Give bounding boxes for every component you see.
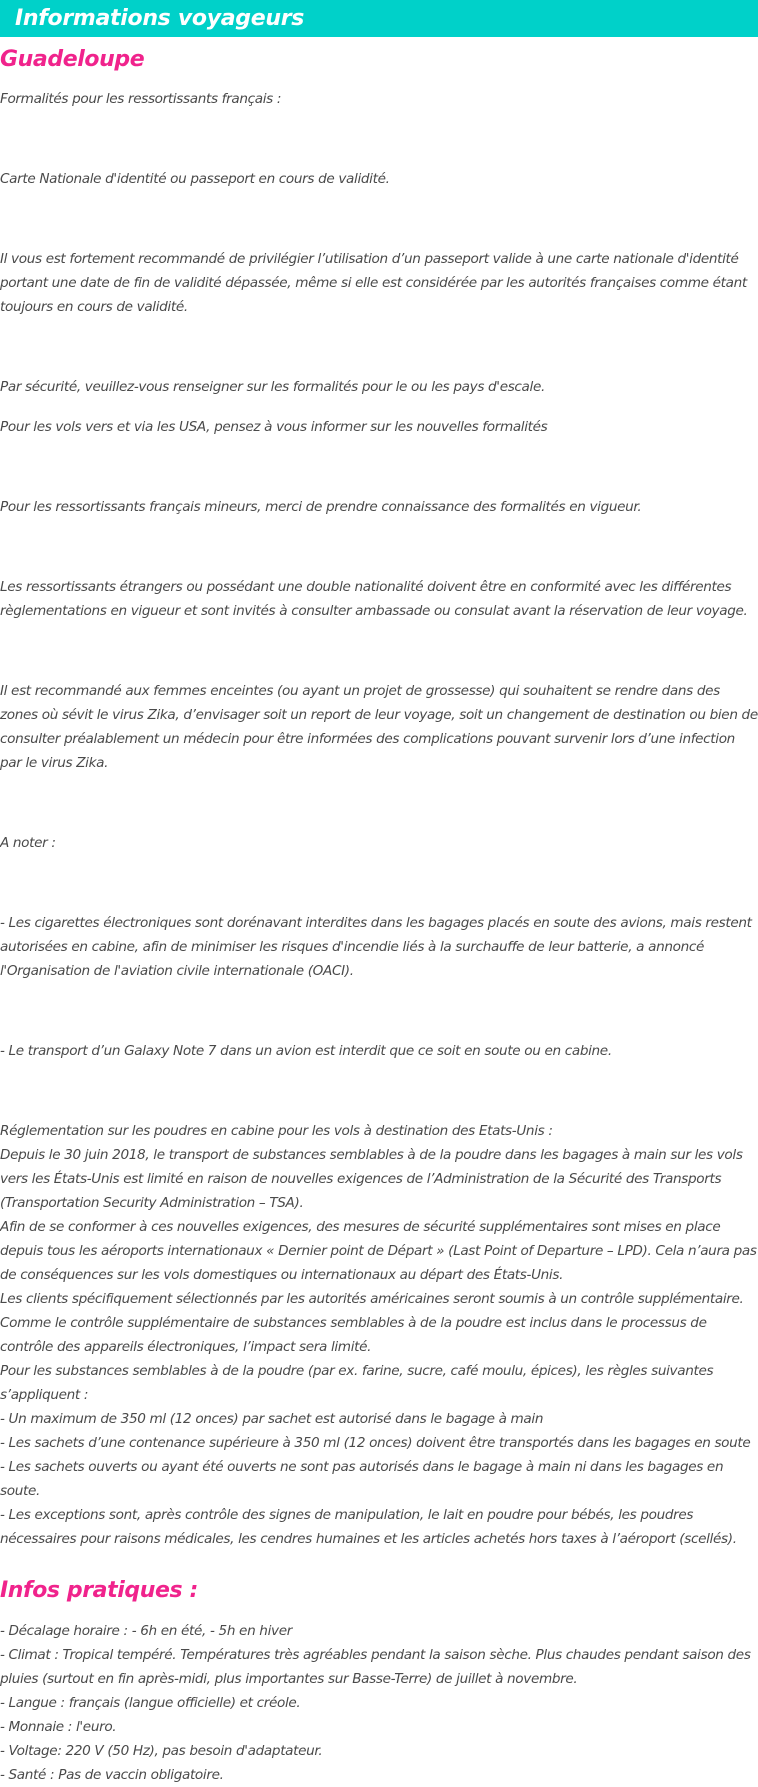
ecigarettes-note: - Les cigarettes électroniques sont dorénavant interdites dans les bagages placés en soute des avions, mais restent autorisées en cabine, afin de minimiser les risques d'incendie liés à la surchauffe de leur batterie, a annoncé l'Organisation de l'aviation civile internationale (OACI). (0, 915, 752, 979)
powders-rule: - Un maximum de 350 ml (12 onces) par sachet est autorisé dans le bagage à main (0, 1411, 544, 1427)
list-item: - Voltage: 220 V (50 Hz), pas besoin d'adaptateur. (0, 1743, 323, 1759)
spacer (0, 999, 758, 1023)
zika-note: Il est recommandé aux femmes enceintes (ou ayant un projet de grossesse) qui souhaitent se rendre dans des zones où sévit le virus Zika, d’envisager soit un report de leur voyage, soit un changement de destination ou bien de consulter préalablement un médecin pour être informées des complications pouvant survenir lors d’une infection par le virus Zika. (0, 683, 758, 771)
powders-heading: Réglementation sur les poudres en cabine pour les vols à destination des Etats-Unis : (0, 1123, 553, 1139)
formalities-intro: Formalités pour les ressortissants français : (0, 91, 282, 107)
passport-recommendation: Il vous est fortement recommandé de privilégier l’utilisation d’un passeport valide à une carte nationale d'identité portant une date de fin de validité dépassée, même si elle est considérée par les autorités françaises comme étant toujours en cours de validité. (0, 251, 747, 315)
header-bar (0, 0, 758, 37)
spacer (0, 1079, 758, 1103)
spacer (0, 207, 758, 231)
spacer (0, 455, 758, 479)
powders-line: Depuis le 30 juin 2018, le transport de substances semblables à de la poudre dans les bagages à main sur les vols vers les États-Unis est limité en raison de nouvelles exigences de l’Administration de la Sécurité des Transports (Transportation Security Administration – TSA). (0, 1147, 743, 1211)
list-item: - Décalage horaire : - 6h en été, - 5h en hiver (0, 1623, 292, 1639)
destination-title: Guadeloupe (0, 47, 145, 72)
stopover-note: Par sécurité, veuillez-vous renseigner sur les formalités pour le ou les pays d'escale. (0, 379, 545, 395)
spacer (0, 871, 758, 895)
list-item: - Santé : Pas de vaccin obligatoire. (0, 1767, 224, 1783)
list-item: - Langue : français (langue officielle) et créole. (0, 1695, 301, 1711)
usa-note: Pour les vols vers et via les USA, pensez à vous informer sur les nouvelles formalités (0, 419, 548, 435)
powders-regulation (0, 1119, 758, 1551)
powders-rule: - Les exceptions sont, après contrôle des signes de manipulation, le lait en poudre pour bébés, les poudres nécessaires pour raisons médicales, les cendres humaines et les articles achetés hors taxes à l’aéroport (scellés). (0, 1507, 737, 1547)
list-item: - Climat : Tropical tempéré. Températures très agréables pendant la saison sèche. Plus chaudes pendant saison des pluies (surtout en fin après-midi, plus importantes sur Basse-Terre) de juillet à novembre. (0, 1647, 751, 1687)
spacer (0, 127, 758, 151)
list-item: - Monnaie : l'euro. (0, 1719, 117, 1735)
main-content (0, 44, 758, 1787)
spacer (0, 335, 758, 359)
spacer (0, 791, 758, 815)
powders-line: Les clients spécifiquement sélectionnés par les autorités américaines seront soumis à un contrôle supplémentaire. (0, 1291, 744, 1307)
powders-rule: - Les sachets ouverts ou ayant été ouverts ne sont pas autorisés dans le bagage à main ni dans les bagages en soute. (0, 1459, 724, 1499)
powders-line: Pour les substances semblables à de la poudre (par ex. farine, sucre, café moulu, épices), les règles suivantes s’appliquent : (0, 1363, 714, 1403)
powders-rule: - Les sachets d’une contenance supérieure à 350 ml (12 onces) doivent être transportés dans les bagages en soute (0, 1435, 751, 1451)
page-title: Informations voyageurs (15, 6, 305, 31)
id-requirement: Carte Nationale d'identité ou passeport en cours de validité. (0, 171, 390, 187)
practical-info-list (0, 1619, 758, 1787)
spacer (0, 535, 758, 559)
practical-info-title: Infos pratiques : (0, 1578, 198, 1603)
powders-line: Comme le contrôle supplémentaire de substances semblables à de la poudre est inclus dans le processus de contrôle des appareils électroniques, l’impact sera limité. (0, 1315, 707, 1355)
minors-note: Pour les ressortissants français mineurs, merci de prendre connaissance des formalités en vigueur. (0, 499, 642, 515)
foreigners-note: Les ressortissants étrangers ou possédant une double nationalité doivent être en conformité avec les différentes règlementations en vigueur et sont invités à consulter ambassade ou consulat avant la réservation de leur voyage. (0, 579, 748, 619)
notes-label: A noter : (0, 835, 56, 851)
spacer (0, 639, 758, 663)
galaxy-note: - Le transport d’un Galaxy Note 7 dans un avion est interdit que ce soit en soute ou en cabine. (0, 1043, 612, 1059)
powders-line: Afin de se conformer à ces nouvelles exigences, des mesures de sécurité supplémentaires sont mises en place depuis tous les aéroports internationaux « Dernier point de Départ » (Last Point of Departure – LPD). Cela n’aura pas de conséquences sur les vols domestiques ou internationaux au départ des États-Unis. (0, 1219, 757, 1283)
